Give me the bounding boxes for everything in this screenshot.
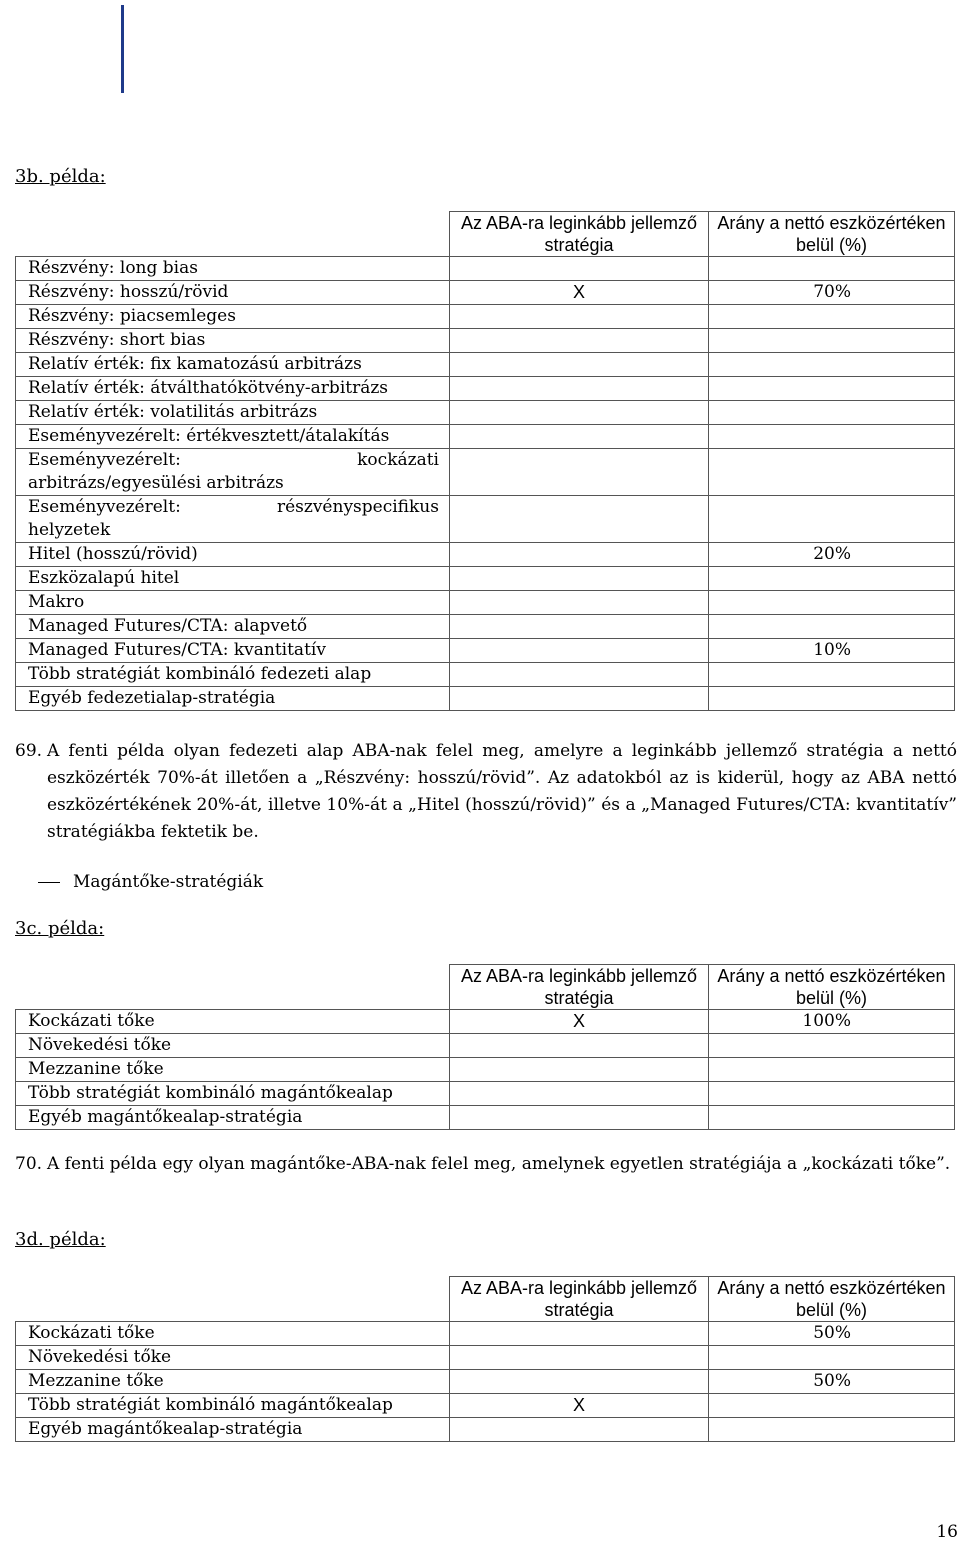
- strategy-label-cell: Kockázati tőke: [16, 1322, 450, 1346]
- strategy-label-cell: Managed Futures/CTA: alapvető: [16, 615, 450, 639]
- strategy-label-cell: Kockázati tőke: [16, 1010, 450, 1034]
- strategy-mark-cell: [450, 1322, 709, 1346]
- example-3d-heading: 3d. példa:: [15, 1229, 106, 1250]
- table-row: [16, 591, 955, 615]
- header-empty-cell: [16, 965, 450, 1010]
- ratio-value-cell: [709, 591, 955, 615]
- strategy-mark-cell: [450, 305, 709, 329]
- strategy-label-cell: Eseményvezérelt: értékvesztett/átalakítás: [16, 425, 450, 449]
- strategy-label-line: arbitrázs/egyesülési arbitrázs: [28, 473, 284, 493]
- strategy-label-cell: Több stratégiát kombináló fedezeti alap: [16, 663, 450, 687]
- strategy-mark-cell: [450, 401, 709, 425]
- table-row: [16, 281, 955, 305]
- ratio-value-cell: 70%: [709, 281, 955, 305]
- table-row: [16, 615, 955, 639]
- paragraph-text: A fenti példa egy olyan magántőke-ABA-nak felel meg, amelynek egyetlen stratégiája a „kockázati tőke”.: [47, 1154, 951, 1174]
- strategy-mark-cell: [450, 663, 709, 687]
- ratio-value-cell: [709, 1418, 955, 1442]
- ratio-value-cell: [709, 257, 955, 281]
- header-accent-bar: [121, 5, 124, 93]
- strategy-mark-cell: [450, 496, 709, 543]
- table-row: [16, 401, 955, 425]
- strategy-label-cell: Relatív érték: fix kamatozású arbitrázs: [16, 353, 450, 377]
- table-row: [16, 1058, 955, 1082]
- strategy-label-cell: Makro: [16, 591, 450, 615]
- strategy-label-cell: Relatív érték: volatilitás arbitrázs: [16, 401, 450, 425]
- strategy-label-cell: Egyéb magántőkealap-stratégia: [16, 1418, 450, 1442]
- paragraph-number: 69.: [15, 741, 43, 761]
- table-row: [16, 687, 955, 711]
- strategy-label-cell: Növekedési tőke: [16, 1034, 450, 1058]
- strategy-label-cell: Részvény: hosszú/rövid: [16, 281, 450, 305]
- strategy-mark-cell: [450, 639, 709, 663]
- ratio-value-cell: [709, 496, 955, 543]
- strategy-mark-cell: [450, 1346, 709, 1370]
- table-row: [16, 1034, 955, 1058]
- ratio-value-cell: [709, 663, 955, 687]
- table-row: [16, 1322, 955, 1346]
- table-row: [16, 425, 955, 449]
- table-header-row: [16, 212, 955, 257]
- ratio-value-cell: [709, 377, 955, 401]
- strategy-label-cell: Több stratégiát kombináló magántőkealap: [16, 1394, 450, 1418]
- example-3b-heading: 3b. példa:: [15, 166, 106, 187]
- strategy-mark-cell: [450, 425, 709, 449]
- ratio-value-cell: [709, 615, 955, 639]
- header-strategy-cell: Az ABA-ra leginkább jellemző stratégia: [450, 1277, 709, 1322]
- strategy-mark-cell: [450, 567, 709, 591]
- page-number: 16: [936, 1522, 958, 1542]
- table-row: [16, 353, 955, 377]
- strategy-label-cell: Managed Futures/CTA: kvantitatív: [16, 639, 450, 663]
- table-row: [16, 329, 955, 353]
- strategy-label-cell: Relatív érték: átválthatókötvény-arbitrázs: [16, 377, 450, 401]
- table-row: [16, 1418, 955, 1442]
- table-row: [16, 449, 955, 496]
- table-row: [16, 639, 955, 663]
- table-row: [16, 1082, 955, 1106]
- table-row: [16, 663, 955, 687]
- strategy-mark-cell: [450, 1082, 709, 1106]
- strategy-label-cell: Eszközalapú hitel: [16, 567, 450, 591]
- strategy-mark-cell: [450, 1058, 709, 1082]
- table-row: [16, 543, 955, 567]
- table-row: [16, 567, 955, 591]
- table-row: [16, 496, 955, 543]
- ratio-value-cell: 10%: [709, 639, 955, 663]
- strategy-table-3c: [15, 964, 955, 1130]
- table-row: [16, 1106, 955, 1130]
- ratio-value-cell: [709, 425, 955, 449]
- strategy-mark-cell: X: [450, 1010, 709, 1034]
- dash-icon: [38, 882, 60, 883]
- paragraph-69: [15, 738, 957, 846]
- ratio-value-cell: [709, 1346, 955, 1370]
- strategy-label-cell: Mezzanine tőke: [16, 1370, 450, 1394]
- paragraph-number: 70.: [15, 1154, 43, 1174]
- strategy-mark-cell: [450, 329, 709, 353]
- bullet-label: Magántőke-stratégiák: [73, 872, 264, 892]
- ratio-value-cell: [709, 1058, 955, 1082]
- table-row: [16, 257, 955, 281]
- strategy-mark-cell: [450, 1106, 709, 1130]
- ratio-value-cell: [709, 1082, 955, 1106]
- strategy-mark-cell: [450, 591, 709, 615]
- header-empty-cell: [16, 1277, 450, 1322]
- strategy-label-cell: Hitel (hosszú/rövid): [16, 543, 450, 567]
- table-header-row: [16, 965, 955, 1010]
- ratio-value-cell: [709, 449, 955, 496]
- table-row: [16, 1010, 955, 1034]
- header-ratio-cell: Arány a nettó eszközértéken belül (%): [709, 1277, 955, 1322]
- ratio-value-cell: [709, 401, 955, 425]
- table-row: [16, 1346, 955, 1370]
- strategy-label-cell: Egyéb magántőkealap-stratégia: [16, 1106, 450, 1130]
- strategy-mark-cell: [450, 615, 709, 639]
- strategy-mark-cell: [450, 377, 709, 401]
- ratio-value-cell: 50%: [709, 1370, 955, 1394]
- header-empty-cell: [16, 212, 450, 257]
- ratio-value-cell: [709, 1034, 955, 1058]
- strategy-label-cell: Több stratégiát kombináló magántőkealap: [16, 1082, 450, 1106]
- ratio-value-cell: 20%: [709, 543, 955, 567]
- strategy-mark-cell: [450, 543, 709, 567]
- header-strategy-cell: Az ABA-ra leginkább jellemző stratégia: [450, 212, 709, 257]
- header-ratio-cell: Arány a nettó eszközértéken belül (%): [709, 965, 955, 1010]
- ratio-value-cell: [709, 353, 955, 377]
- ratio-value-cell: [709, 567, 955, 591]
- table-row: [16, 305, 955, 329]
- ratio-value-cell: [709, 687, 955, 711]
- example-3c-heading: 3c. példa:: [15, 918, 105, 939]
- ratio-value-cell: [709, 329, 955, 353]
- ratio-value-cell: [709, 1106, 955, 1130]
- table-row: [16, 1370, 955, 1394]
- strategy-label-cell: Részvény: piacsemleges: [16, 305, 450, 329]
- strategy-mark-cell: [450, 1418, 709, 1442]
- strategy-label-cell: Mezzanine tőke: [16, 1058, 450, 1082]
- strategy-table-3b: [15, 211, 955, 711]
- paragraph-70: [15, 1151, 957, 1178]
- bullet-item: [38, 872, 263, 892]
- strategy-label-cell: Részvény: short bias: [16, 329, 450, 353]
- strategy-table-3d: [15, 1276, 955, 1442]
- header-strategy-cell: Az ABA-ra leginkább jellemző stratégia: [450, 965, 709, 1010]
- strategy-mark-cell: [450, 1034, 709, 1058]
- strategy-label-cell: [16, 496, 450, 543]
- table-header-row: [16, 1277, 955, 1322]
- paragraph-text: A fenti példa olyan fedezeti alap ABA-nak felel meg, amelyre a leginkább jellemző stratégia a nettó eszközérték 70%-át illetően a „Részvény: hosszú/rövid”. Az adatokból az is kiderül, hogy az ABA nettó eszközértékének 20%-át, illetve 10%-át a „Hitel (hosszú/rövid)” és a „Managed Futures/CTA: kvantitatív” stratégiákba fektetik be.: [47, 741, 957, 842]
- strategy-mark-cell: X: [450, 1394, 709, 1418]
- strategy-mark-cell: [450, 353, 709, 377]
- strategy-mark-cell: [450, 449, 709, 496]
- ratio-value-cell: [709, 1394, 955, 1418]
- strategy-label-cell: Részvény: long bias: [16, 257, 450, 281]
- strategy-label-line: helyzetek: [28, 520, 111, 540]
- table-row: [16, 377, 955, 401]
- strategy-label-cell: Növekedési tőke: [16, 1346, 450, 1370]
- header-ratio-cell: Arány a nettó eszközértéken belül (%): [709, 212, 955, 257]
- strategy-mark-cell: X: [450, 281, 709, 305]
- ratio-value-cell: 50%: [709, 1322, 955, 1346]
- ratio-value-cell: 100%: [709, 1010, 955, 1034]
- strategy-label-cell: [16, 449, 450, 496]
- table-row: [16, 1394, 955, 1418]
- ratio-value-cell: [709, 305, 955, 329]
- strategy-label-line: Eseményvezérelt: részvényspecifikus: [28, 497, 439, 517]
- strategy-mark-cell: [450, 257, 709, 281]
- strategy-label-line: Eseményvezérelt: kockázati: [28, 450, 439, 470]
- strategy-mark-cell: [450, 1370, 709, 1394]
- strategy-mark-cell: [450, 687, 709, 711]
- strategy-label-cell: Egyéb fedezetialap-stratégia: [16, 687, 450, 711]
